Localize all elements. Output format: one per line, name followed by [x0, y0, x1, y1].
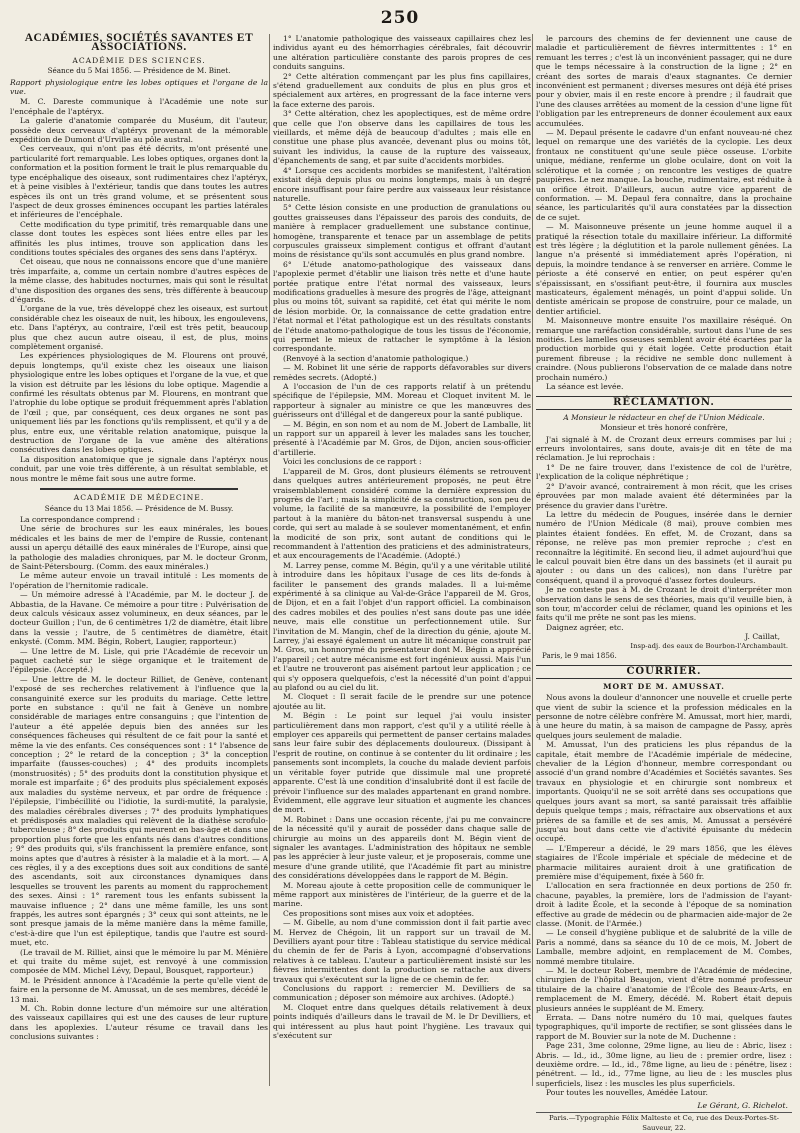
paragraph: 6° L'étude anatomo-pathologique des vaisseaux dans l'apoplexie permet d'établir une liaison très nette et d'une haute portée pratique entre l'état normal des vaisseaux, leurs modifications graduelles à mesure des progrès de l'âge, atteignant plus ou moins tôt, suivant sa rapidité, cet état qui mérite le nom de lésion morbide. Or, la connaissance de cette gradation entre l'état normal et l'état pathologique est un des résultats constants de l'étude anatomo-pathologique de tous les tissus de l'économie, qui permet le mieux de rattacher le symptôme à la lésion correspondante. [273, 259, 531, 354]
paragraph: L'allocation en sera fractionnée en deux portions de 250 fr. chacune, payables, la première, lors de l'admission de l'ayant-droit à ladite École, et la seconde à l'époque de sa nomination effective au grade de médecin ou de pharmacien aide-major de 2e classe. (Monit. de l'Armée.) [536, 881, 792, 928]
sciences-heading: ACADÉMIE DES SCIENCES. [72, 55, 206, 65]
paragraph: M. le Président annonce à l'Académie la perte qu'elle vient de faire en la personne de M. Amussat, un de ses membres, décédé le 13 mai. [10, 975, 268, 1004]
paragraph: le parcours des chemins de fer deviennent une cause de maladie et particulièrement de fièvres intermittentes : 1° en remuant les terres ; c'est là un inconvénient passager, qui ne dure que le temps nécessaire à la construction de la ligne ; 2° en créant des sortes de marais d'eaux stagnantes. Ce dernier inconvénient est permanent ; diverses mesures ont déjà été prises pour y obvier, mais il en reste encore à prendre ; il faudrait que l'une des clauses arrêtées au moment de la cession d'une ligne fût l'obligation par les entrepreneurs de donner écoulement aux eaux accumulées. [536, 34, 792, 128]
printer-line: Paris.—Typographie Félix Malteste et Ce, rue des Deux-Portes-St-Sauveur, 22. [536, 1112, 792, 1133]
column-2-body [273, 34, 531, 1040]
paragraph: — M. le docteur Robert, membre de l'Académie de médecine, chirurgien de l'hôpital Beaujon, vient d'être nommé professeur titulaire de la chaire d'anatomie de l'École des Beaux-Arts, en remplacement de M. Emery, décédé. M. Robert était depuis plusieurs années le suppléant de M. Emery. [536, 966, 792, 1013]
paragraph: — M. Maisonneuve présente un jeune homme auquel il a pratiqué la résection totale du maxillaire inférieur. La difformité est très légère ; la déglutition et la parole nullement gênées. La langue n'a présenté si immédiatement après l'opération, ni depuis, la moindre tendance à se renverser en arrière. Comme le périoste a été conservé en entier, on peut espérer qu'en s'épaississant, en s'ossifiant peut-être, il fournira aux muscles masticateurs, également ménagés, un point d'appui solide. Un dentiste américain se propose de construire, pour ce malade, un dentier artificiel. [536, 222, 792, 316]
paragraph: L'appareil de M. Gros, dont plusieurs éléments se retrouvent dans quelques autres antérieurement proposés, ne peut être vraisemblablement considéré comme la dernière expression du progrès de l'art ; mais la simplicité de sa construction, son peu de volume, la facilité de sa manœuvre, la possibilité de l'employer partout à la manière du bâton-net transversal suspendu à une corde, qui sert au malade à se soulever momentanément, et enfin la modicité de son prix, sont autant de conditions qui le recommandent à l'attention des praticiens et des administrateurs, et aux encouragements de l'Académie. (Adopté.) [273, 466, 531, 561]
paragraph: 1° L'anatomie pathologique des vaisseaux capillaires chez les individus ayant eu des hémorrhagies cérébrales, fait découvrir une altération particulière constante des parois propres de ces conduits sanguins. [273, 34, 531, 72]
column-2 [273, 34, 531, 1086]
medecine-body [10, 515, 268, 1042]
paragraph: La lettre du médecin de Pougues, insérée dans le dernier numéro de l'Union Médicale (8 mai), prouve combien mes plaintes étaient fondées. En effet, M. de Crozant, dans sa réponse, ne relève pas mon premier reproche ; c'est en reconnaître la légitimité. En second lieu, il admet aujourd'hui que le calcul pouvait bien être dans un des bassinets (et il aurait pu ajouter : ou dans un des calices), non dans l'urètre par conséquent, quand il a provoqué d'assez fortes douleurs. [536, 509, 792, 585]
reclamation-signature-note: Insp-adj. des eaux de Bourbon-l'Archambault. [630, 641, 788, 650]
sciences-session: Séance du 5 Mai 1856. — Présidence de M. Binet. [47, 66, 231, 76]
paragraph: Conclusions du rapport : remercier M. Devilliers de sa communication ; déposer son mémoire aux archives. (Adopté.) [273, 984, 531, 1003]
paragraph: 5° Cette lésion consiste en une production de granulations ou gouttes graisseuses dans l'épaisseur des parois des conduits, de manière à remplacer graduellement une substance continue, homogène, transparente et tenace par un assemblage de petits corpuscules graisseux simplement contigus et offrant d'autant moins de résistance qu'ils sont accumulés en plus grand nombre. [273, 203, 531, 260]
paragraph: — M. Bégin, en son nom et au nom de M. Jobert de Lamballe, lit un rapport sur un appareil à lever les malades sans les toucher, présenté à l'Académie par M. Gros, de Dijon, ancien sous-officier d'artillerie. [273, 419, 531, 457]
paragraph: — Le conseil d'hygiène publique et de salubrité de la ville de Paris a nommé, dans sa séance du 10 de ce mois, M. Jobert de Lamballe, membre adjoint, en remplacement de M. Combes, nommé membre titulaire. [536, 928, 792, 966]
paragraph: Ces propositions sont mises aux voix et adoptées. [283, 908, 475, 918]
rapport-title: Rapport physiologique entre les lobes optiques et l'organe de la vue. [10, 77, 268, 97]
reclamation-body [536, 435, 792, 633]
paragraph: — M. Robinet lit une série de rapports défavorables sur divers remèdes secrets. (Adopté.) [273, 363, 531, 382]
paragraph: M. Moreau ajoute à cette proposition celle de communiquer le même rapport aux ministères de l'intérieur, de la guerre et de la marine. [273, 880, 531, 909]
paragraph: Voici les conclusions de ce rapport : [283, 457, 422, 467]
paragraph: — L'Empereur a décidé, le 29 mars 1856, que les élèves stagiaires de l'École impériale et spéciale de médecine et de pharmacie militaires auraient droit à une gratification de première mise d'équipement, fixée à 560 fr. [536, 843, 792, 881]
section-divider [40, 488, 238, 490]
column-3-body [536, 34, 792, 391]
paragraph: J'ai signalé à M. de Crozant deux erreurs commises par lui ; erreurs involontaires, sans doute, avais-je dit en tête de ma réclamation. Je lui reprochais : [536, 434, 792, 463]
paragraph: — Une lettre de M. Lisle, qui prie l'Académie de recevoir un paquet cacheté sur le siège organique et le traitement de l'épilepsie. (Accepté.) [10, 646, 268, 675]
paragraph: Les expériences physiologiques de M. Flourens ont prouvé, depuis longtemps, qu'il existe chez les oiseaux une liaison physiologique entre les lobes optiques et l'organe de la vue, et que la vision est détruite par les lésions du lobe optique. Magendie a confirmé les résultats obtenus par M. Flourens, en montrant que l'atrophie du lobe optique se produit fréquemment après l'ablation de l'œil ; que, par conséquent, ces deux organes ne sont pas uniquement liés par les fonctions qu'ils remplissent, et qu'il y a de plus, entre eux, une véritable relation anatomique, puisque la destruction de l'organe de la vue amène des altérations consécutives dans les lobes optiques. [10, 351, 268, 455]
paragraph: Je ne conteste pas à M. de Crozant le droit d'interpréter mon observation dans le sens de ses théories, mais qu'il veuille bien, à son tour, m'accorder celui de réclamer, quand les opinions et les faits qu'il me prête ne sont pas les miens. [536, 585, 792, 623]
paragraph: M. Larrey pense, comme M. Bégin, qu'il y a une véritable utilité à introduire dans les hôpitaux l'usage de ces lits de-fonds à faciliter le pansement des grands malades. Il a lui-même expérimenté à sa clinique au Val-de-Grâce l'appareil de M. Gros, de Dijon, et en a fait l'objet d'un rapport officiel. La combinaison des cadres mobiles et des poulies n'est sans doute pas une idée neuve, mais elle constitue un perfectionnement utile. Sur l'invitation de M. Mangin, chef de la direction du génie, ajoute M. Larrey, j'ai essayé également un autre lit mécanique construit par M. Gros, un honnorymé du présentateur dont M. Bégin a apprécié l'appareil ; cet autre mécanisme est fort ingénieux aussi. Mais l'un et l'autre ne trouveront pas aisément partout leur application ; ce qui s'y opposera quelquefois, c'est la nécessité d'un point d'appui au plafond ou au ciel du lit. [273, 560, 531, 693]
courrier-heading: COURRIER. [536, 665, 792, 678]
reclamation-signature: J. Caillat, [745, 632, 780, 642]
paragraph: 3° Cette altération, chez les apoplectiques, est de même ordre que celle que l'on observe dans les capillaires de tous les vieillards, et même déjà de beaucoup d'adultes ; mais elle en constitue une phase plus avancée, devenant plus ou moins tôt, suivant les individus, la cause de la rupture des vaisseaux, d'épanchements de sang, et par suite d'accidents morbides. [273, 109, 531, 166]
paragraph: M. Cloquet : Il serait facile de le prendre sur une potence ajoutée au lit. [273, 692, 531, 711]
paragraph: — M. Depaul présente le cadavre d'un enfant nouveau-né chez lequel on remarque une des variétés de la cyclopie. Les deux frontaux ne constituent qu'une seule pièce osseuse. L'orbite unique, médiane, renferme un globe oculaire, dont on voit la sclérotique et la cornée ; on rencontre les vestiges de quatre paupières. Le nez manque. La bouche, rudimentaire, est réduite à un orifice étroit. D'ailleurs, aucun autre vice apparent de conformation. — M. Depaul fera connaître, dans la prochaine séance, les particularités qu'il aura constatées par la dissection de ce sujet. [536, 128, 792, 222]
column-rule [532, 34, 533, 1086]
paragraph: Pour toutes les nouvelles, Amédée Latour. [546, 1088, 708, 1098]
paragraph: Nous avons la douleur d'annoncer une nouvelle et cruelle perte que vient de subir la science et la profession médicales en la personne de notre célèbre confrère M. Amussat, mort hier, mardi, à une heure du matin, à sa maison de campagne de Passy, après quelques jours seulement de maladie. [536, 693, 792, 740]
paragraph: M. C. Dareste communique à l'Académie une note sur l'encéphale de l'aptéryx. [10, 97, 268, 116]
paragraph: — Un mémoire adressé à l'Académie, par M. le docteur J. de Abbastia, de la Havane. Ce mémoire a pour titre : Pulvérisation de deux calculs vésicaux assez volumineux, en deux séances, par le docteur Guillon ; l'un, de 6 centimètres 1/2 de diamètre, était libre dans la vessie ; l'autre, de 5 centimètres de diamètre, était enkysté. (Comm. MM. Bégin, Robert, Laugier, rapporteur.) [10, 590, 268, 647]
paragraph: Ces cerveaux, qui n'ont pas été décrits, m'ont présenté une particularité fort remarquable. Les lobes optiques, organes dont la conformation et la position forment le trait le plus remarquable du type encéphalique des oiseaux, sont rudimentaires chez l'aptéryx, et à peine visibles à l'extérieur, tandis que dans toutes les autres espèces ils ont un très grand volume, et se présentent sous l'aspect de deux grosses éminences occupant les parties latérales et inférieures de l'encéphale. [10, 144, 268, 220]
paragraph: Le même auteur envoie un travail intitulé : Les moments de l'opération de l'hernitomie radicale. [10, 571, 268, 590]
main-heading: ACADÉMIES, SOCIÉTÉS SAVANTES ET ASSOCIATIONS. [24, 32, 254, 54]
paragraph: M. Ch. Robin donne lecture d'un mémoire sur une altération des vaisseaux capillaires qui est une des causes de leur rupture dans les apoplexies. L'auteur résume ce travail dans les conclusions suivantes : [10, 1004, 268, 1042]
sciences-body [10, 97, 268, 483]
paragraph: 2° Cette altération commençant par les plus fins capillaires, s'étend graduellement aux conduits de plus en plus gros et spécialement aux artères, en progressant de la face interne vers la face externe des parois. [273, 71, 531, 109]
reclamation-heading: RÉCLAMATION. [536, 396, 792, 409]
paragraph: (Le travail de M. Rilliet, ainsi que le mémoire lu par M. Ménière et qui traite du même sujet, est renvoyé à une commission composée de MM. Michel Lévy, Depaul, Bousquet, rapporteur.) [10, 947, 268, 976]
medecine-session: Séance du 13 Mai 1856. — Présidence de M. Bussy. [44, 503, 234, 513]
column-1 [10, 34, 268, 1086]
page-number: 250 [380, 8, 420, 28]
paragraph: Une série de brochures sur les eaux minérales, les boues médicales et les bains de mer de l'empire de Russie, contenant aussi un aperçu détaillé des eaux minérales de l'Europe, ainsi que la pathologie des maladies chroniques, par M. le docteur Gronm, de Saint-Pétersbourg. (Comm. des eaux minérales.) [10, 524, 268, 571]
courrier-body [536, 693, 792, 1097]
paragraph: La galerie d'anatomie comparée du Muséum, dit l'auteur, possède deux cerveaux d'aptéryx provenant de la mémorable expédition de Dumont d'Urville au pôle austral. [10, 116, 268, 145]
paragraph: M. Robinet : Dans une occasion récente, j'ai pu me convaincre de la nécessité qu'il y aurait de posséder dans chaque salle de chirurgie au moins un des appareils dont M. Bégin vient de signaler les avantages. L'administration des hôpitaux ne semble pas les apprécier à leur juste valeur, et je proposerais, comme une mesure d'une grande utilité, que l'Académie fît part au ministre des considérations développées dans le rapport de M. Bégin. [273, 814, 531, 881]
column-3 [536, 34, 792, 1132]
death-heading: MORT DE M. AMUSSAT. [603, 681, 725, 691]
column-rule [269, 34, 270, 1086]
paragraph: — M. Gibelle, au nom d'une commission dont il fait partie avec M. Hervez de Chégoin, lit un rapport sur un travail de M. Devilliers ayant pour titre : Tableau statistique du service médical du chemin de fer de Paris à Lyon, accompagné d'observations relatives à ce tableau. L'auteur a particulièrement insisté sur les fièvres intermittentes dont la production se rattache aux divers travaux qui s'exécutent sur la ligne de ce chemin de fer. [273, 918, 531, 984]
paragraph: Errata. — Dans notre numéro du 10 mai, quelques fautes typographiques, qu'il importe de rectifier, se sont glissées dans le rapport de M. Bouvier sur la note de M. Duchenne : [536, 1013, 792, 1041]
paragraph: (Renvoyé à la section d'anatomie pathologique.) [283, 353, 469, 363]
paragraph: — Une lettre de M. le docteur Rilliet, de Genève, contenant l'exposé de ses recherches relativement à l'influence que la consanguinité exerce sur les produits du mariage. Cette lettre porte en substance : qu'il ne fait à Genève un nombre considérable de mariages entre consanguins ; que l'intention de l'auteur a été appelée depuis bien des années sur les conséquences fâcheuses qui résultent de ce fait pour la santé et même la vie des enfants. Ces conséquences sont : 1° l'absence de conception ; 2° le retard de la conception ; 3° la conception imparfaite (fausses-couches) ; 4° des produits incomplets (monstruosités) ; 5° des produits dont la constitution physique et morale est imparfaite ; 6° des produits plus spécialement exposés aux maladies du système nerveux, et par ordre de fréquence : l'épilepsie, l'imbécillité ou l'idiotie, la surdi-mutité, la paralysie, des maladies cérébrales diverses ; 7° des produits lymphatiques et prédisposés aux maladies qui relèvent de la diathèse scrofulo-tuberculeuse ; 8° des produits qui meurent en bas-âge et dans une proportion plus forte que les enfants nés dans d'autres conditions ; 9° des produits qui, s'ils franchissent la première enfance, sont moins aptes que d'autres à résister à la maladie et à la mort. — A ces règles, il y a des exceptions dues soit aux conditions de santé des ascendants, soit aux circonstances dynamiques dans lesquelles se trouvent les parents au moment du rapprochement des sexes. Ainsi : 1° rarement tous les enfants subissent la mauvaise influence ; 2° dans une même famille, les uns sont frappés, les autres sont épargnés ; 3° ceux qui sont atteints, ne le sont presque jamais de la même manière dans la même famille, c'est-à-dire que l'un est épileptique, tandis que l'autre est sourd-muet, etc. [10, 674, 268, 948]
paragraph: 2° D'avoir avancé, contrairement à mon récit, que les crises éprouvées par mon malade avaient été déterminées par la présence du gravier dans l'urètre. [536, 481, 792, 510]
paragraph: M. Cloquet entre dans quelques détails relativement à deux points indiqués d'ailleurs dans le travail de M. le Dr Devilliers, et qui intéressent au plus haut point l'hygiène. Les travaux qui s'exécutent sur [273, 1002, 531, 1041]
paragraph: Cet oiseau, que nous ne connaissons encore que d'une manière très imparfaite, a, comme un certain nombre d'autres espèces de la même classe, des habitudes nocturnes, mais qui sont le résultat d'une disposition des organes des sens, très différente à beaucoup d'égards. [10, 257, 268, 304]
paragraph: La correspondance comprend : [20, 514, 140, 524]
gerant-line: Le Gérant, G. Richelot. [697, 1100, 788, 1110]
paragraph: Cette modification du type primitif, très remarquable dans une classe dont toutes les espèces sont liées entre elles par les affinités les plus intimes, trouve son application dans les conditions toutes spéciales des organes des sens dans l'aptéryx. [10, 219, 268, 257]
reclamation-address: A Monsieur le rédacteur en chef de l'Union Médicale. [563, 412, 765, 422]
reclamation-salutation: Monsieur et très honoré confrère, [600, 423, 728, 433]
paragraph: L'organe de la vue, très développé chez les oiseaux, est surtout considérable chez les oiseaux de nuit, les hiboux, les engoulevens, etc. Dans l'aptéryx, au contraire, l'œil est très petit, beaucoup plus que chez aucun autre oiseau, il est, de plus, moins complètement organisé. [10, 304, 268, 351]
paragraph: A l'occasion de l'un de ces rapports relatif à un prétendu spécifique de l'épilepsie, MM. Moreau et Cloquet invitent M. le rapporteur à signaler au ministre ce que les manœuvres des guérisseurs ont d'illégal et de dangereux pour la santé publique. [273, 382, 531, 420]
paragraph: La disposition anatomique que je signale dans l'aptéryx nous conduit, par une voie très différente, à un résultat semblable, et nous montre le même fait sous une autre forme. [10, 454, 268, 483]
medecine-heading: ACADÉMIE DE MÉDECINE. [73, 493, 205, 503]
paragraph: M. Amussat, l'un des praticiens les plus répandus de la capitale, était membre de l'Académie impériale de médecine, chevalier de la Légion d'honneur, membre correspondant ou associé d'un grand nombre d'Académies et Sociétés savantes. Ses travaux en physiologie et en chirurgie sont nombreux et importants. Quoiqu'il ne se soit arrêté dans ses occupations que quelques jours avant sa mort, sa santé paraissait très affaiblie depuis quelque temps ; mais, réfractaire aux observations et aux prières de sa famille et de ses amis, M. Amussat a persévéré jusqu'au bout dans cette vie d'activité épuisante du médecin occupé. [536, 740, 792, 844]
paragraph: Page 231, 3me colonne, 29me ligne, au lieu de : Abric, lisez : Abris. — Id., id., 30me ligne, au lieu de : premier ordre, lisez : deuxième ordre. — Id., id., 78me ligne, au lieu de : pénétre, lisez : pénétrent. — Id., id., 77me ligne, au lieu de : les muscles plus superficiels, lisez : les muscles les plus superficiels. [536, 1041, 792, 1088]
paragraph: La séance est levée. [546, 382, 624, 392]
paragraph: Daignez agréer, etc. [546, 622, 624, 632]
paragraph: M. Maisonneuve montre ensuite l'os maxillaire réséqué. On remarque une raréfaction considérable, surtout dans l'une de ses moitiés. Les lamelles osseuses semblent avoir été écartées par la production morbide qui y était logée. Cette production était purement fibreuse ; la récidive ne semble donc nullement à craindre. (Nous publierons l'observation de ce malade dans notre prochain numéro.) [536, 316, 792, 382]
paragraph: 1° De ne faire trouver, dans l'existence de col de l'urètre, l'explication de la colique néphrétique ; [536, 462, 792, 482]
reclamation-date: Paris, le 9 mai 1856. [542, 651, 617, 660]
paragraph: 4° Lorsque ces accidents morbides se manifestent, l'altération existait déjà depuis plus ou moins longtemps, mais à un degré encore insuffisant pour faire perdre aux vaisseaux leur résistance naturelle. [273, 165, 531, 203]
paragraph: M. Bégin : Le point sur lequel j'ai voulu insister particulièrement dans mon rapport, c'est qu'il y a utilité réelle à employer ces appareils qui permettent de panser certains malades sans leur faire subir des déplacements douloureux. (Dissipant à l'esprit de routine, on continue à se contenter du lit ordinaire ; les pansements sont incomplets, la couche du malade devient parfois un véritable foyer putride que dissimule mal une propreté apparente. C'est là une condition d'insalubrité dont il est facile de prévoir l'influence sur des malades appartenant en grand nombre. Évidemment, elle aggrave leur situation et augmente les chances de mort. [273, 711, 531, 815]
